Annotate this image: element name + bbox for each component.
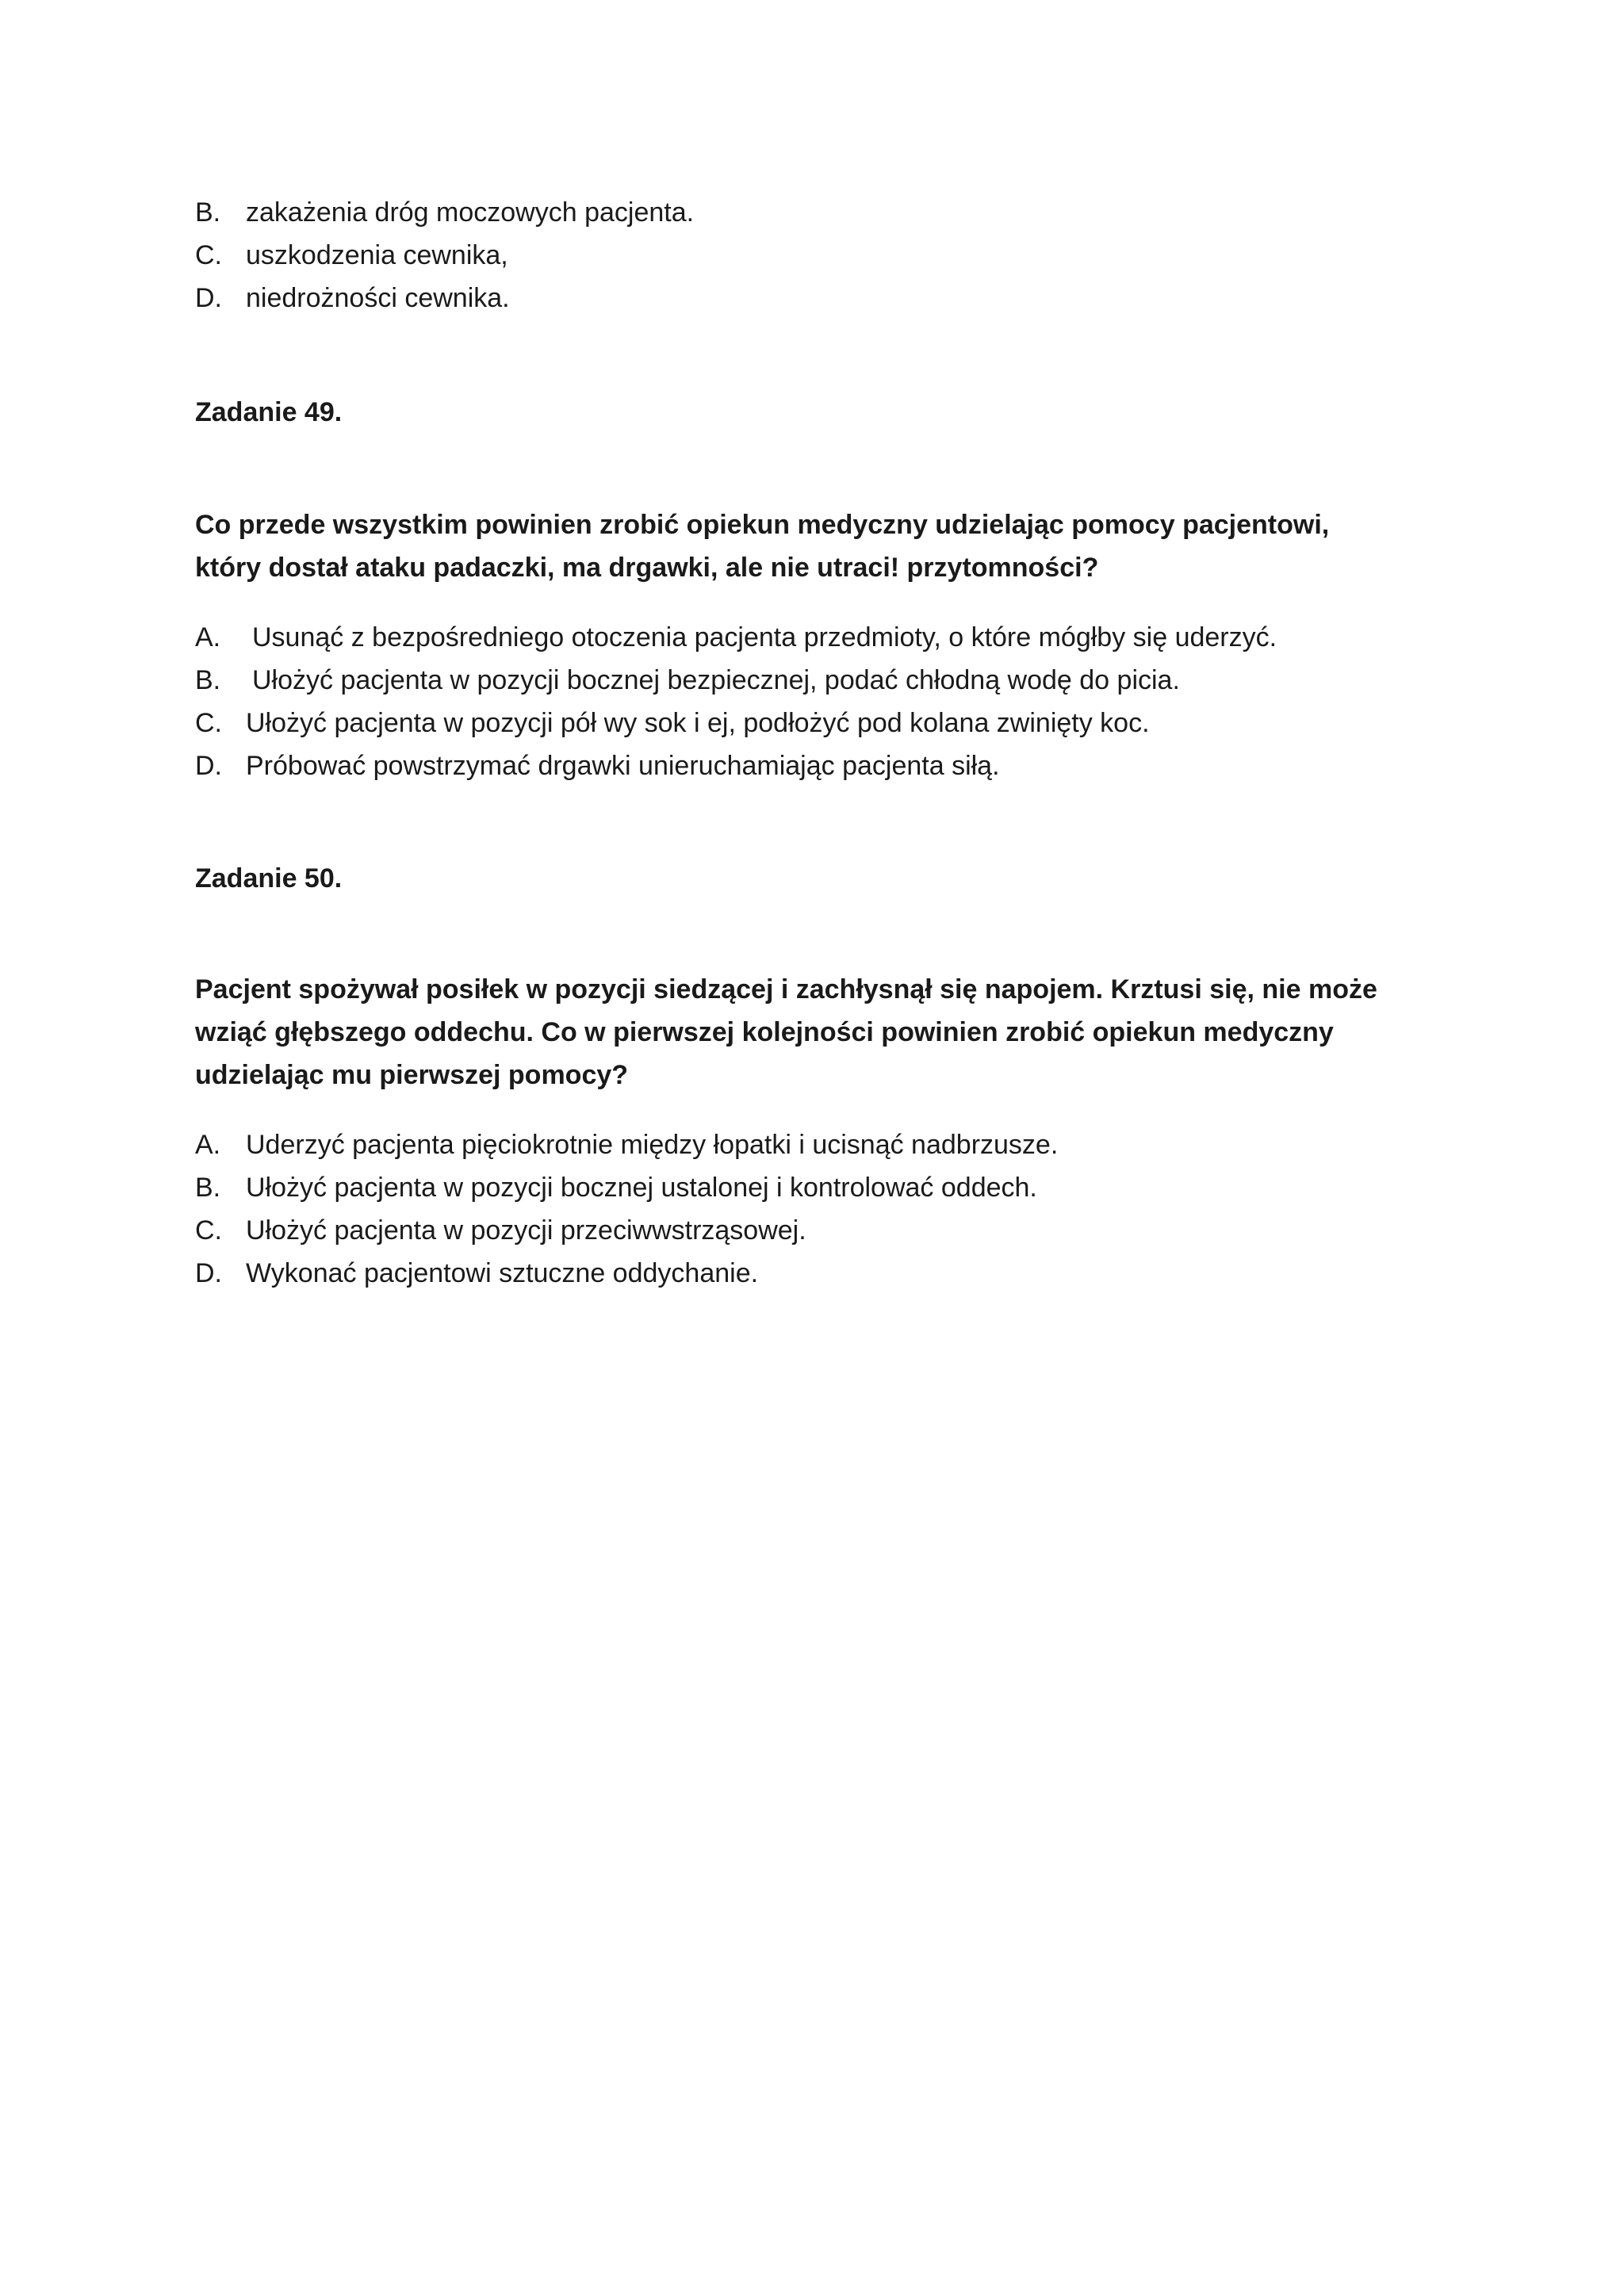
task-49-option-c [195,707,1150,739]
option-b-prev [195,197,694,228]
option-text: Ułożyć pacjenta w pozycji bocznej ustalonej i kontrolować oddech. [246,1173,1037,1203]
task-49-heading: Zadanie 49. [195,397,343,427]
option-text: Ułożyć pacjenta w pozycji pół wy sok i ej, podłożyć pod kolana zwinięty koc. [246,708,1150,738]
option-text: Ułożyć pacjenta w pozycji bocznej bezpiecznej, podać chłodną wodę do picia. [252,665,1180,695]
option-letter: A. [195,622,221,652]
task-50-option-c [195,1215,806,1246]
task-49-option-b [195,664,1180,696]
option-letter: C. [195,240,222,270]
task-50-heading: Zadanie 50. [195,863,343,894]
option-c-prev [195,239,508,271]
task-50-question-line: wziąć głębszego oddechu. Co w pierwszej kolejności powinien zrobić opiekun medyczny [195,1017,1334,1047]
task-50-option-b [195,1172,1037,1203]
option-letter: D. [195,283,222,313]
option-letter: C. [195,1215,222,1246]
option-letter: A. [195,1130,221,1160]
option-text: niedrożności cewnika. [246,283,510,313]
option-text: Wykonać pacjentowi sztuczne oddychanie. [246,1258,759,1288]
task-50-option-a [195,1129,1058,1161]
option-text: uszkodzenia cewnika, [246,240,508,270]
option-letter: B. [195,1173,221,1203]
option-letter: B. [195,197,221,228]
option-letter: C. [195,708,222,738]
task-50-question-line: udzielając mu pierwszej pomocy? [195,1060,629,1090]
task-49-option-a [195,622,1277,653]
option-letter: B. [195,665,221,695]
task-49-question-line: który dostał ataku padaczki, ma drgawki, ale nie utraci! przytomności? [195,553,1099,583]
task-49-option-d [195,750,1000,782]
option-letter: D. [195,1258,222,1288]
option-text: Próbować powstrzymać drgawki unieruchamiając pacjenta siłą. [246,751,1000,781]
option-text: Ułożyć pacjenta w pozycji przeciwwstrząsowej. [246,1215,806,1246]
option-text: Usunąć z bezpośredniego otoczenia pacjenta przedmioty, o które mógłby się uderzyć. [252,622,1277,652]
option-text: zakażenia dróg moczowych pacjenta. [246,197,695,228]
task-50-question-line: Pacjent spożywał posiłek w pozycji siedzącej i zachłysnął się napojem. Krztusi się, nie może [195,974,1377,1004]
task-49-question-line: Co przede wszystkim powinien zrobić opiekun medyczny udzielając pomocy pacjentowi, [195,510,1330,540]
option-d-prev [195,282,510,314]
option-letter: D. [195,751,222,781]
task-50-option-d [195,1257,758,1289]
option-text: Uderzyć pacjenta pięciokrotnie między łopatki i ucisnąć nadbrzusze. [246,1130,1059,1160]
